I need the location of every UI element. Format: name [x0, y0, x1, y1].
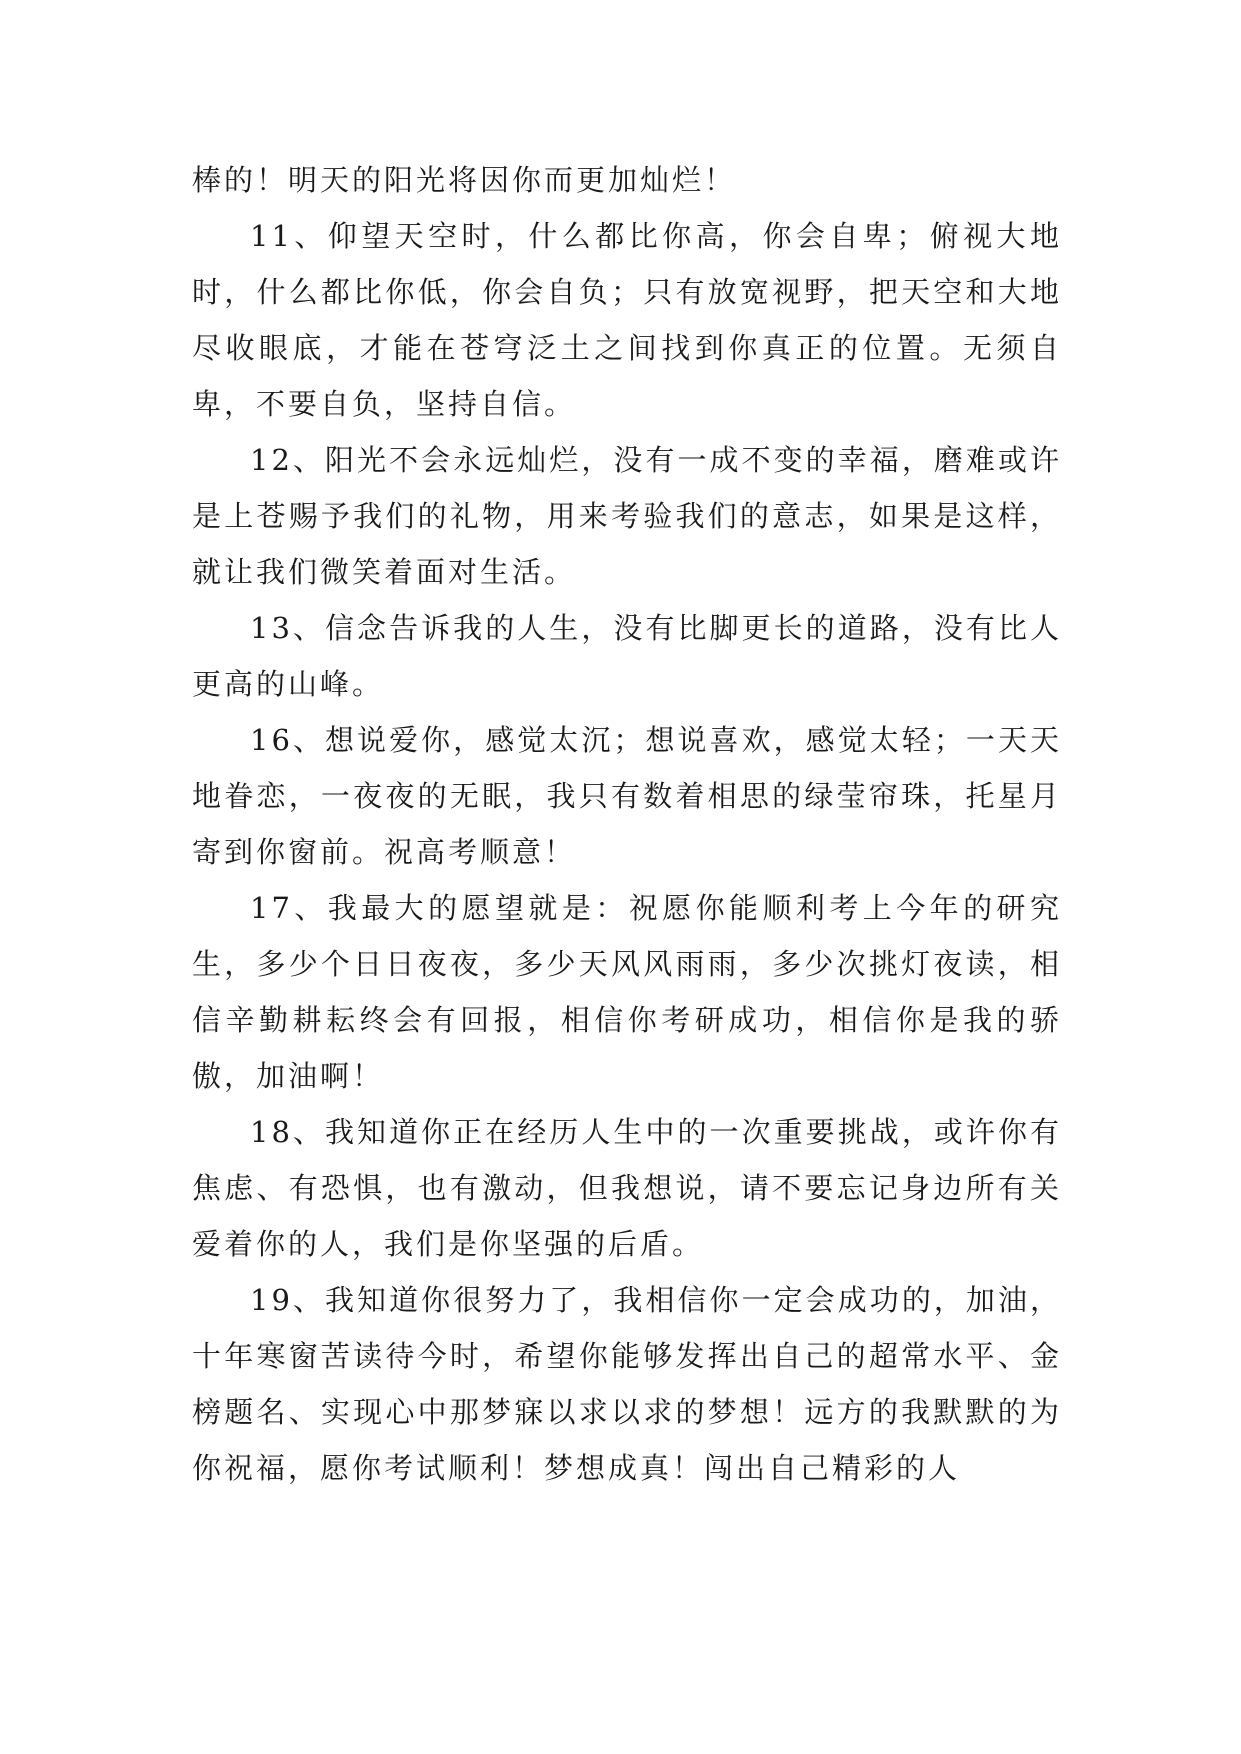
paragraph-continuation: 棒的！明天的阳光将因你而更加灿烂！ — [192, 163, 737, 197]
paragraph-item-16: 16、想说爱你，感觉太沉；想说喜欢，感觉太轻；一天天地眷恋，一夜夜的无眠，我只有数着相思的绿莹帘珠，托星月寄到你窗前。祝高考顺意！ — [192, 723, 1062, 869]
paragraph-item-13: 13、信念告诉我的人生，没有比脚更长的道路，没有比人更高的山峰。 — [192, 611, 1062, 701]
paragraph-item-11: 11、仰望天空时，什么都比你高，你会自卑；俯视大地时，什么都比你低，你会自负；只有放宽视野，把天空和大地尽收眼底，才能在苍穹泛土之间找到你真正的位置。无须自卑，不要自负，坚持自信。 — [192, 219, 1062, 421]
paragraph-item-18: 18、我知道你正在经历人生中的一次重要挑战，或许你有焦虑、有恐惧，也有激动，但我想说，请不要忘记身边所有关爱着你的人，我们是你坚强的后盾。 — [192, 1115, 1062, 1261]
paragraph-item-19: 19、我知道你很努力了，我相信你一定会成功的，加油，十年寒窗苦读待今时，希望你能够发挥出自己的超常水平、金榜题名、实现心中那梦寐以求以求的梦想！远方的我默默的为你祝福，愿你考试顺利！梦想成真！闯出自己精彩的人 — [192, 1283, 1062, 1485]
document-body — [192, 152, 1062, 1496]
paragraph-item-17: 17、我最大的愿望就是：祝愿你能顺利考上今年的研究生，多少个日日夜夜，多少天风风雨雨，多少次挑灯夜读，相信辛勤耕耘终会有回报，相信你考研成功，相信你是我的骄傲，加油啊！ — [192, 891, 1062, 1093]
paragraph-item-12: 12、阳光不会永远灿烂，没有一成不变的幸福，磨难或许是上苍赐予我们的礼物，用来考验我们的意志，如果是这样，就让我们微笑着面对生活。 — [192, 443, 1062, 589]
